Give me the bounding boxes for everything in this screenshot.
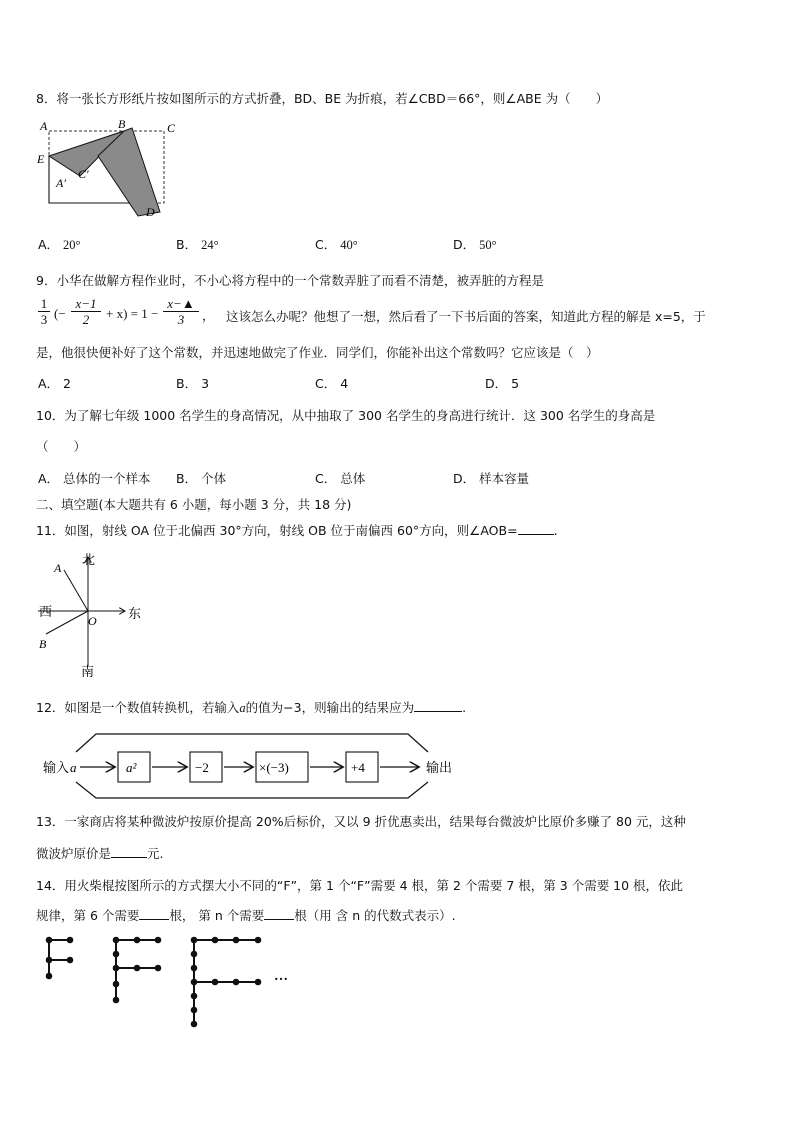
q9-fraction-3: $\frac{x-▲}{3}$ (163, 296, 199, 327)
q9-line3: 是，他很快便补好了这个常数，并迅速地做完了作业．同学们，你能补出这个常数吗？它应该是（ ） (36, 345, 599, 360)
q10-option-b: B． 个体 (176, 471, 227, 486)
label-origin-O: O (88, 614, 97, 628)
q9-option-a: A． 2 (38, 376, 71, 391)
q9-option-c: C． 4 (315, 376, 349, 391)
q10-stem: 10．为了解七年级 1000 名学生的身高情况，从中抽取了 300 名学生的身高进行统计．这 300 名学生的身高是 (36, 408, 656, 423)
machine-step-square: a² (126, 760, 137, 775)
q8-option-b: B． 24° (176, 237, 219, 252)
q9-line2: 这该怎么办呢？他想了一想，然后看了一下书后面的答案，知道此方程的解是 x=5，于 (226, 309, 706, 324)
q11-compass-figure (36, 548, 148, 680)
q9-eq-open: (− (54, 306, 66, 321)
label-north: 北 (82, 552, 96, 567)
label-A: A (40, 119, 48, 133)
label-ray-A: A (54, 561, 62, 575)
q14-matchstick-figure (40, 934, 300, 1030)
q10-option-d: D． 样本容量 (453, 471, 530, 486)
q10-option-a: A． 总体的一个样本 (38, 471, 151, 486)
matchstick-f2 (114, 938, 161, 1003)
label-E: E (37, 152, 45, 166)
label-A-prime: A′ (56, 176, 66, 190)
q13-line2: 微波炉原价是 元. (36, 846, 164, 861)
q14-line1: 14．用火柴棍按图所示的方式摆大小不同的“F”，第 1 个“F”需要 4 根，第 2 个需要 7 根，第 3 个需要 10 根，依此 (36, 878, 684, 893)
q12-conversion-machine (40, 730, 460, 802)
label-east: 东 (128, 606, 142, 621)
q14-line2: 规律，第 6 个需要 根， 第 n 个需要 根（用 含 n 的代数式表示）. (36, 908, 456, 923)
q9-fraction-2: $\frac{x-1}{2}$ (71, 296, 101, 327)
q13-line1: 13．一家商店将某种微波炉按原价提高 20%后标价，又以 9 折优惠卖出，结果每台微波炉比原价多赚了 80 元，这种 (36, 814, 686, 829)
q10-option-c: C． 总体 (315, 471, 366, 486)
q12-answer-blank[interactable] (414, 699, 462, 712)
label-west: 西 (39, 604, 53, 619)
matchstick-ellipsis: … (274, 969, 288, 984)
q14-answer-blank-2[interactable] (264, 907, 294, 920)
machine-output-label: 输出 (426, 760, 453, 775)
label-D: D (146, 205, 155, 219)
q9-option-d: D． 5 (485, 376, 520, 391)
q11-answer-blank[interactable] (518, 522, 554, 535)
q8-option-a: A． 20° (38, 237, 81, 252)
q8-option-c: C． 40° (315, 237, 358, 252)
q9-fraction-1: $\frac{1}{3}$ (38, 296, 50, 327)
q9-option-b: B． 3 (176, 376, 210, 391)
q8-option-d: D． 50° (453, 237, 497, 252)
q8-folding-figure (34, 116, 184, 222)
q13-answer-blank[interactable] (111, 845, 147, 858)
machine-input-label: 输入 (43, 760, 70, 775)
matchstick-f3 (192, 938, 261, 1027)
machine-step-minus2: −2 (195, 760, 209, 775)
label-south: 南 (81, 664, 95, 679)
q9-eq-comma: ， (202, 308, 215, 323)
q12-stem: 12．如图是一个数值转换机，若输入a的值为−3，则输出的结果应为 . (36, 700, 467, 715)
label-ray-B: B (39, 637, 47, 651)
section-2-heading: 二、填空题(本大题共有 6 小题，每小题 3 分，共 18 分) (36, 497, 352, 512)
q9-eq-mid: + x) = 1 − (106, 306, 159, 321)
q8-stem: 8．将一张长方形纸片按如图所示的方式折叠，BD、BE 为折痕，若∠CBD＝66°，则∠ABE 为（ ） (36, 91, 609, 106)
q14-answer-blank-1[interactable] (139, 907, 169, 920)
machine-input-var: a (70, 760, 77, 775)
q11-stem: 11．如图，射线 OA 位于北偏西 30°方向，射线 OB 位于南偏西 60°方向，则∠AOB= . (36, 523, 558, 538)
label-C: C (167, 121, 176, 135)
label-C-prime: C′ (78, 167, 89, 181)
label-B: B (118, 117, 126, 131)
q10-paren: （ ） (36, 439, 87, 454)
machine-step-times-neg3: ×(−3) (259, 760, 289, 775)
q9-stem: 9．小华在做解方程作业时，不小心将方程中的一个常数弄脏了而看不清楚，被弄脏的方程是 (36, 273, 544, 288)
matchstick-f1 (47, 938, 73, 979)
machine-step-plus4: +4 (351, 760, 365, 775)
